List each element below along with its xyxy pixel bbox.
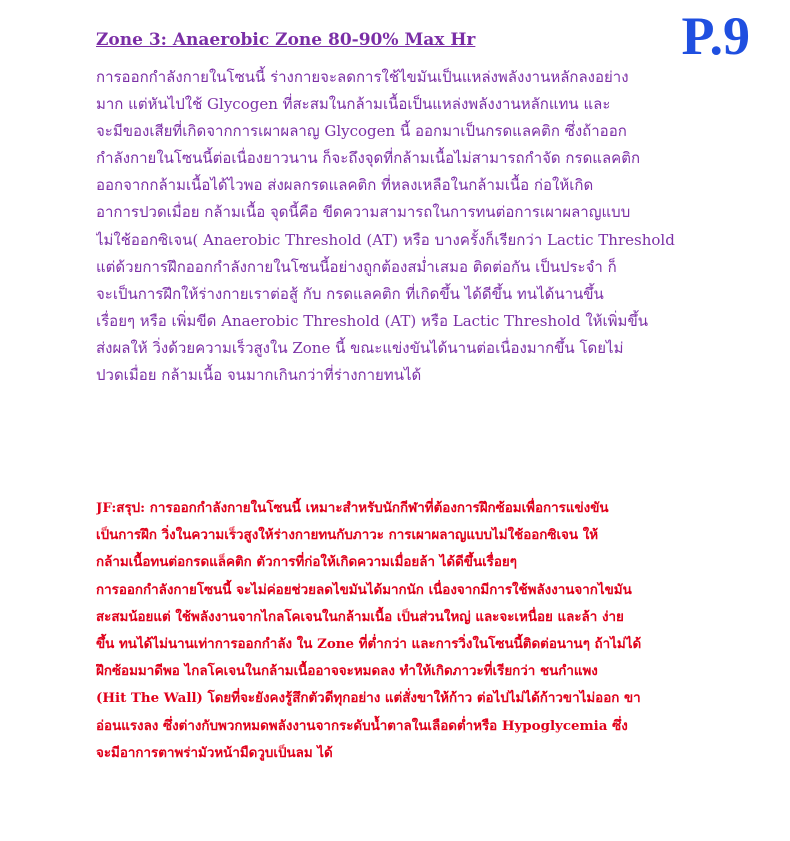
summary-line: การออกกำลังกายโซนนี้ จะไม่ค่อยช่วยลดไขมันได้มากนัก เนื่องจากมีการใช้พลังงานจากไขมัน [96,581,632,598]
summary-block [96,495,716,767]
zone-description [96,64,716,389]
summary-line: ขึ้น ทนได้ไม่นานเท่าการออกกำลัง ใน Zone ที่ต่ำกว่า และการวิ่งในโซนนี้ติดต่อนานๆ ถ้าไม่ได้ [96,635,642,652]
paragraph-line: ปวดเมื่อย กล้ามเนื้อ จนมากเกินกว่าที่ร่างกายทนได้ [96,366,422,385]
paragraph-line: ออกจากกล้ามเนื้อได้ไวพอ ส่งผลกรดแลคติก ที่หลงเหลือในกล้ามเนื้อ ก่อให้เกิด [96,176,594,195]
summary-line: JF:สรุป: การออกกำลังกายในโซนนี้ เหมาะสำหรับนักกีฬาที่ต้องการฝึกซ้อมเพื่อการแข่งขัน [96,500,609,516]
summary-line: อ่อนแรงลง ซึ่งต่างกับพวกหมดพลังงานจากระดับน้ำตาลในเลือดต่ำหรือ Hypoglycemia ซึ่ง [96,717,628,734]
paragraph-line: จะเป็นการฝึกให้ร่างกายเราต่อสู้ กับ กรดแลคติก ที่เกิดขึ้น ได้ดีขึ้น ทนได้นานขึ้น [96,284,604,303]
summary-line: (Hit The Wall) โดยที่จะยังคงรู้สึกตัวดีทุกอย่าง แต่สั่งขาให้ก้าว ต่อไปไม่ได้ก้าวขาไม่ออก ขา [96,690,641,707]
paragraph-line: จะมีของเสียที่เกิดจากการเผาผลาญ Glycogen นี้ ออกมาเป็นกรดแลคติก ซึ่งถ้าออก [96,122,627,141]
paragraph-line: ไม่ใช้ออกซิเจน( Anaerobic Threshold (AT) หรือ บางครั้งก็เรียกว่า Lactic Threshold [96,230,675,249]
paragraph-line: กำลังกายในโซนนี้ต่อเนื่องยาวนาน ก็จะถึงจุดที่กล้ามเนื้อไม่สามารถกำจัด กรดแลคติก [96,149,641,168]
paragraph-line: มาก แต่หันไปใช้ Glycogen ที่สะสมในกล้ามเนื้อเป็นแหล่งพลังงานหลักแทน และ [96,95,611,114]
summary-line: เป็นการฝึก วิ่งในความเร็วสูงให้ร่างกายทนกับภาวะ การเผาผลาญแบบไม่ใช้ออกซิเจน ให้ [96,527,599,544]
summary-line: สะสมน้อยแต่ ใช้พลังงานจากไกลโคเจนในกล้ามเนื้อ เป็นส่วนใหญ่ และจะเหนื่อย และล้า ง่าย [96,608,624,625]
page-number: P.9 [681,6,750,66]
summary-line: จะมีอาการตาพร่ามัวหน้ามืดวูบเป็นลม ได้ [96,744,333,761]
summary-line: ฝึกซ้อมมาดีพอ ไกลโคเจนในกล้ามเนื้ออาจจะหมดลง ทำให้เกิดภาวะที่เรียกว่า ชนกำแพง [96,663,598,680]
paragraph-line: อาการปวดเมื่อย กล้ามเนื้อ จุดนี้คือ ขีดความสามารถในการทนต่อการเผาผลาญแบบ [96,203,631,222]
paragraph-line: แต่ด้วยการฝึกออกกำลังกายในโซนนี้อย่างถูกต้องสม่ำเสมอ ติดต่อกัน เป็นประจำ ก็ [96,257,617,276]
summary-line: กล้ามเนื้อทนต่อกรดแล็คติก ตัวการที่ก่อให้เกิดความเมื่อยล้า ได้ดีขึ้นเรื่อยๆ [96,554,517,571]
paragraph-line: การออกกำลังกายในโซนนี้ ร่างกายจะลดการใช้ไขมันเป็นแหล่งพลังงานหลักลงอย่าง [96,68,629,86]
section-heading: Zone 3: Anaerobic Zone 80-90% Max Hr [96,30,476,50]
paragraph-line: ส่งผลให้ วิ่งด้วยความเร็วสูงใน Zone นี้ ขณะแข่งขันได้นานต่อเนื่องมากขึ้น โดยไม่ [96,338,624,357]
paragraph-line: เรื่อยๆ หรือ เพิ่มขีด Anaerobic Threshold (AT) หรือ Lactic Threshold ให้เพิ่มขึ้น [96,311,648,330]
